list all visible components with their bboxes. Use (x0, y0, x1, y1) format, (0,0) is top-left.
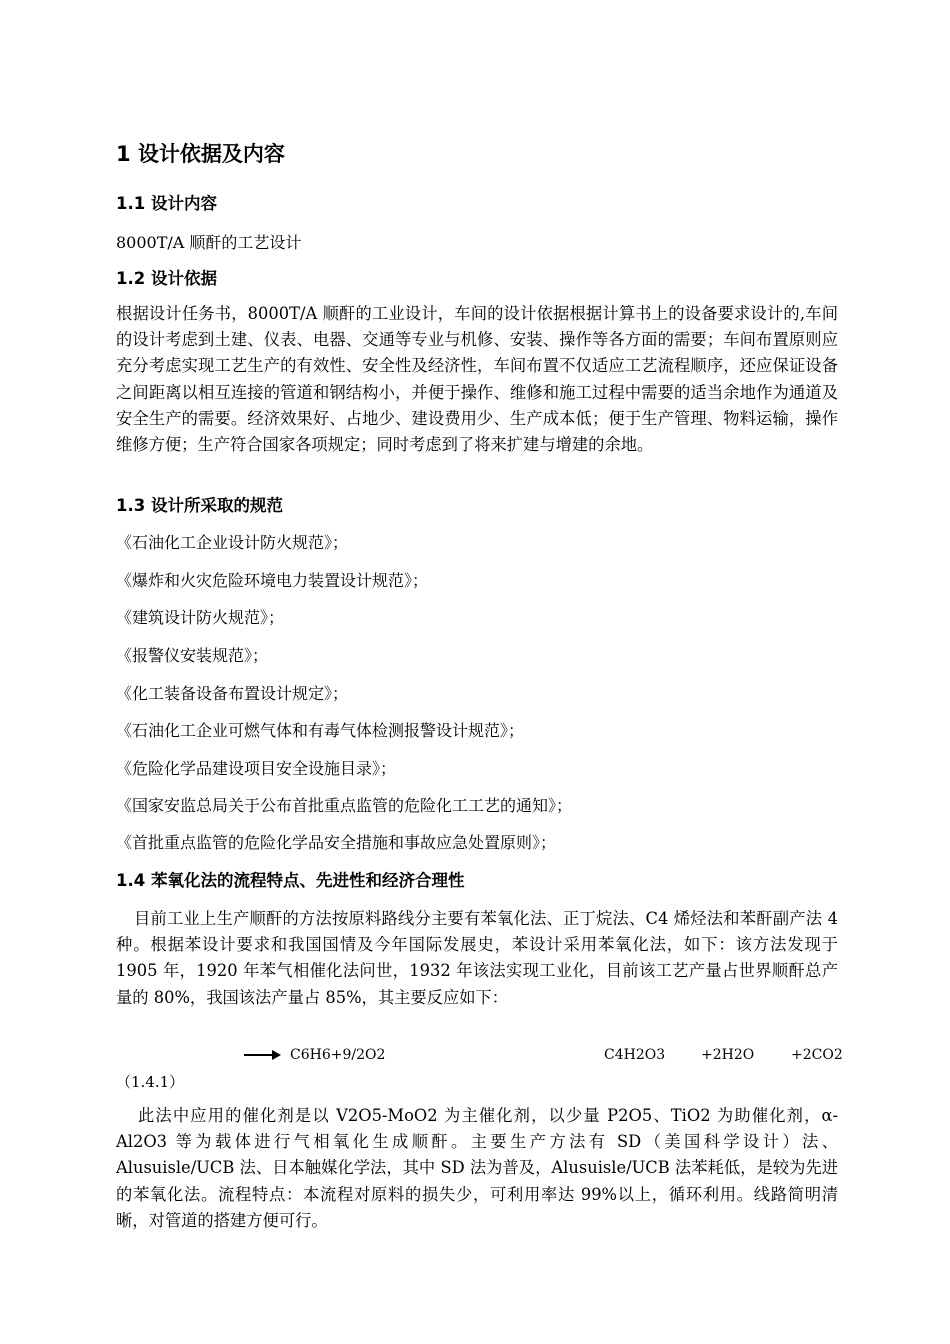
reaction-arrow-icon (272, 1050, 281, 1060)
section-1-1-title: 1.1 设计内容 (116, 194, 217, 213)
section-1-2-title: 1.2 设计依据 (116, 269, 217, 288)
section-1-4-paragraph-1: 目前工业上生产顺酐的方法按原料路线分主要有苯氧化法、正丁烷法、C4 烯烃法和苯酐副产法 4 种。根据苯设计要求和我国国情及今年国际发展史，苯设计采用苯氧化法，如下：该方法发现于 1905 年，1920 年苯气相催化法问世，1932 年该法实现工业化，目前该工艺产量占世界顺酐总产量的 80%，我国该法产量占 85%，其主要反应如下： (116, 909, 838, 1007)
standard-item-6: 《石油化工企业可燃气体和有毒气体检测报警设计规范》； (116, 721, 525, 740)
equation-product-2: +2H2O (701, 1047, 755, 1063)
standard-item-4: 《报警仪安装规范》； (116, 646, 269, 665)
section-1-3-title: 1.3 设计所采取的规范 (116, 496, 283, 515)
equation-number: （1.4.1） (116, 1073, 185, 1091)
standard-item-2: 《爆炸和火灾危险环境电力装置设计规范》； (116, 571, 429, 590)
standard-item-3: 《建筑设计防火规范》； (116, 608, 285, 627)
equation-product-1: C4H2O3 (604, 1047, 666, 1063)
standard-item-8: 《国家安监总局关于公布首批重点监管的危险化工工艺的通知》； (116, 796, 573, 815)
standard-item-9: 《首批重点监管的危险化学品安全措施和事故应急处置原则》； (116, 833, 557, 852)
standard-item-7: 《危险化学品建设项目安全设施目录》； (116, 759, 397, 778)
equation-product-3: +2CO2 (791, 1047, 843, 1063)
section-1-4-title: 1.4 苯氧化法的流程特点、先进性和经济合理性 (116, 871, 465, 890)
section-1-1-text: 8000T/A 顺酐的工艺设计 (116, 233, 302, 252)
section-1-4-paragraph-2: 此法中应用的催化剂是以 V2O5-MoO2 为主催化剂，以少量 P2O5、TiO2 为助催化剂，α-Al2O3 等为载体进行气相氧化生成顺酐。主要生产方法有 SD（美国科学设计）法、Alusuisle/UCB 法、日本触媒化学法，其中 SD 法为普及，Alusuisle/UCB 法苯耗低，是较为先进的苯氧化法。流程特点：本流程对原料的损失少，可利用率达 99%以上，循环利用。线路简明清晰，对管道的搭建方便可行。 (116, 1106, 838, 1230)
section-1-2-paragraph: 根据设计任务书，8000T/A 顺酐的工业设计，车间的设计依据根据计算书上的设备要求设计的,车间的设计考虑到土建、仪表、电器、交通等专业与机修、安装、操作等各方面的需要；车间布置原则应充分考虑实现工艺生产的有效性、安全性及经济性，车间布置不仅适应工艺流程顺序，还应保证设备之间距离以相互连接的管道和钢结构小，并便于操作、维修和施工过程中需要的适当余地作为通道及安全生产的需要。经济效果好、占地少、建设费用少、生产成本低；便于生产管理、物料运输，操作维修方便；生产符合国家各项规定；同时考虑到了将来扩建与增建的余地。 (116, 304, 838, 455)
equation-reactants: C6H6+9/2O2 (290, 1047, 386, 1063)
standard-item-5: 《化工装备设备布置设计规定》； (116, 684, 349, 703)
standard-item-1: 《石油化工企业设计防火规范》； (116, 533, 349, 552)
reaction-arrow-line (244, 1054, 274, 1056)
chapter-heading: 1 设计依据及内容 (116, 142, 285, 166)
